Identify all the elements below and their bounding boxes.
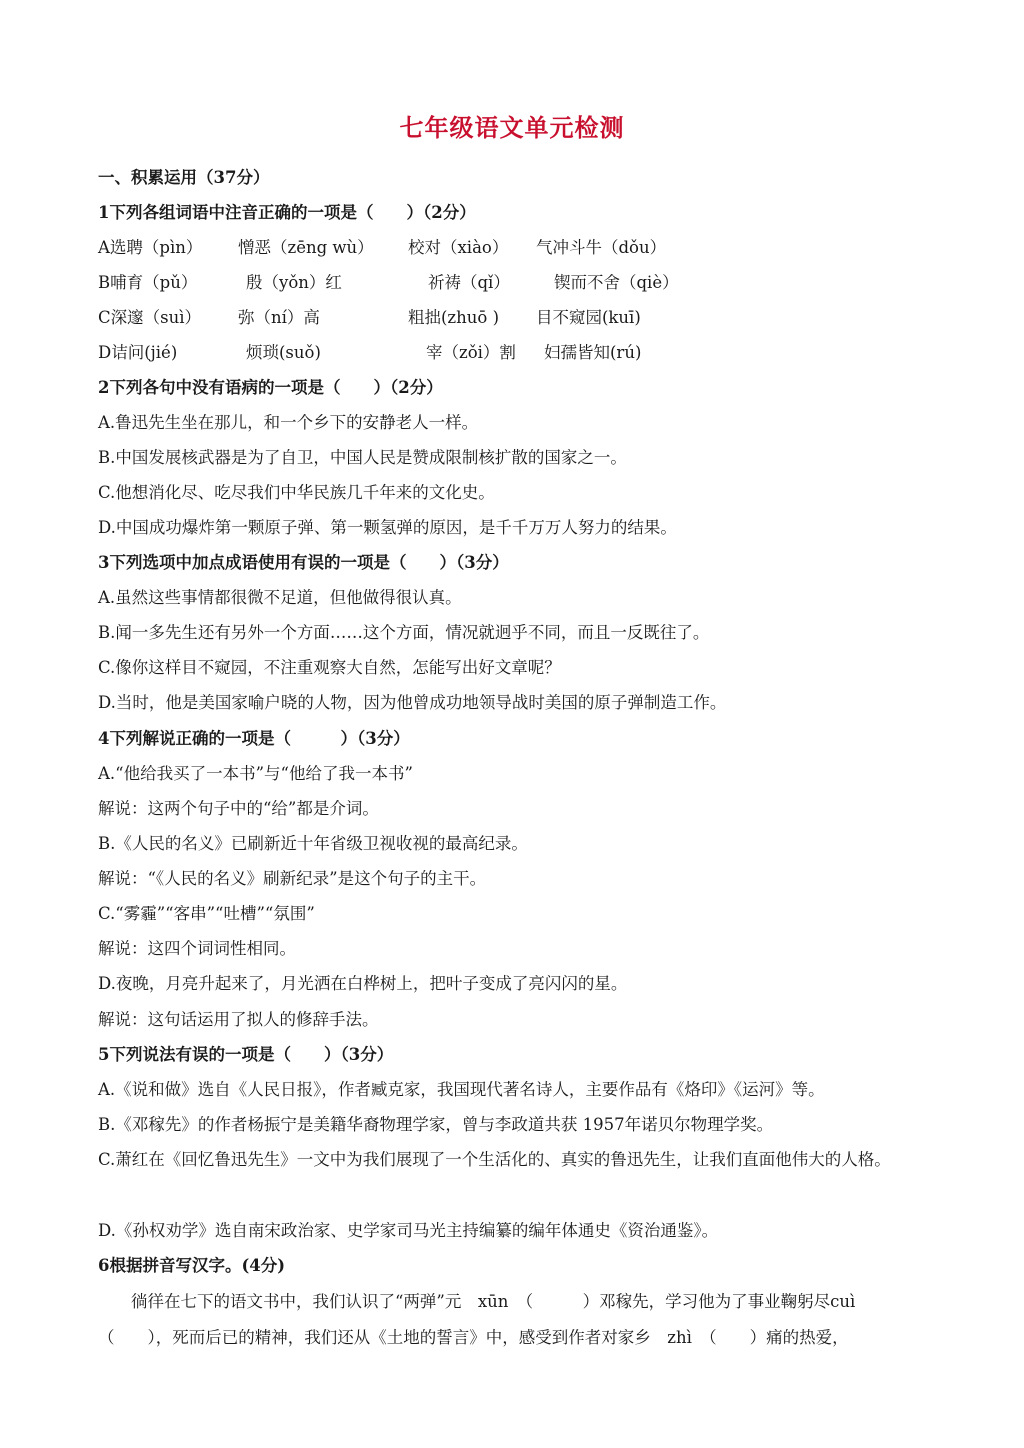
q4-option-d: D.夜晚，月亮升起来了，月光洒在白桦树上，把叶子变成了亮闪闪的星。 [98,974,628,993]
q1-d-word-4: 妇孺皆知(rú) [544,343,642,362]
q6-passage: 徜徉在七下的语文书中，我们认识了“两弹”元 xūn （ ）邓稼先，学习他为了事业鞠躬尽cuì（ ），死而后已的精神，我们还从《土地的誓言》中，感受到作者对家乡 zhì （ ）痛的热爱， [98,1292,856,1347]
q5-option-a: A.《说和做》选自《人民日报》，作者臧克家，我国现代著名诗人，主要作品有《烙印》《运河》等。 [98,1080,825,1099]
q2-option-d: D.中国成功爆炸第一颗原子弹、第一颗氢弹的原因，是千千万万人努力的结果。 [98,518,677,537]
q1-d-word-3: 宰（zǒi）割 [426,343,516,362]
q1-a-word-3: 校对（xiào） [408,238,509,257]
question-2-stem: 2下列各句中没有语病的一项是（ ）（2分） [98,378,443,397]
q1-b-word-4: 锲而不舍（qiè） [554,273,679,292]
q1-b-word-1: B哺育（pǔ） [98,273,198,292]
q4-explanation-c: 解说：这四个词词性相同。 [98,939,296,958]
question-3-stem: 3下列选项中加点成语使用有误的一项是（ ）（3分） [98,553,509,572]
q2-option-a: A.鲁迅先生坐在那儿，和一个乡下的安静老人一样。 [98,413,479,432]
question-1-stem: 1下列各组词语中注音正确的一项是（ ）（2分） [98,203,476,222]
question-4-stem: 4下列解说正确的一项是（ ）（3分） [98,729,410,748]
q3-option-a: A.虽然这些事情都很微不足道，但他做得很认真。 [98,588,462,607]
question-6-stem: 6根据拼音写汉字。(4分) [98,1256,286,1275]
q1-d-word-2: 烦琐(suǒ) [246,343,321,362]
q1-d-word-1: D诘问(jié) [98,343,178,362]
q3-option-b: B.闻一多先生还有另外一个方面……这个方面，情况就迥乎不同，而且一反既往了。 [98,623,710,642]
q1-c-word-2: 弥（ní）高 [238,308,320,327]
q1-b-word-2: 殷（yǒn）红 [246,273,342,292]
q2-option-c: C.他想消化尽、吃尽我们中华民族几千年来的文化史。 [98,483,495,502]
section-heading: 一、积累运用（37分） [98,168,270,187]
q1-c-word-4: 目不窥园(kuī) [536,308,641,327]
q2-option-b: B.中国发展核武器是为了自卫，中国人民是赞成限制核扩散的国家之一。 [98,448,627,467]
question-5-stem: 5下列说法有误的一项是（ ）（3分） [98,1045,394,1064]
page-title: 七年级语文单元检测 [399,113,625,142]
q1-c-word-1: C深邃（suì） [98,308,201,327]
q4-explanation-a: 解说：这两个句子中的“给”都是介词。 [98,799,379,818]
q1-a-word-4: 气冲斗牛（dǒu） [536,238,667,257]
q4-explanation-d: 解说：这句话运用了拟人的修辞手法。 [98,1010,379,1029]
q1-c-word-3: 粗拙(zhuō ) [408,308,499,327]
q1-b-word-3: 祈祷（qǐ） [428,273,510,292]
q5-option-d: D.《孙权劝学》选自南宋政治家、史学家司马光主持编纂的编年体通史《资治通鉴》。 [98,1221,719,1240]
q4-option-b: B.《人民的名义》已刷新近十年省级卫视收视的最高纪录。 [98,834,528,853]
q4-option-c: C.“雾霾”“客串”“吐槽”“氛围” [98,904,315,923]
q3-option-c: C.像你这样目不窥园，不注重观察大自然，怎能写出好文章呢？ [98,658,561,677]
q1-a-word-2: 憎恶（zēng wù） [238,238,374,257]
q3-option-d: D.当时，他是美国家喻户晓的人物，因为他曾成功地领导战时美国的原子弹制造工作。 [98,693,727,712]
q5-option-b: B.《邓稼先》的作者杨振宁是美籍华裔物理学家，曾与李政道共获 1957年诺贝尔物理学奖。 [98,1115,774,1134]
q1-a-word-1: A选聘（pìn） [98,238,203,257]
q4-option-a: A.“他给我买了一本书”与“他给了我一本书” [98,764,413,783]
q5-option-c: C.萧红在《回忆鲁迅先生》一文中为我们展现了一个生活化的、真实的鲁迅先生，让我们直面他伟大的人格。 [98,1150,891,1169]
q4-explanation-b: 解说：“《人民的名义》刷新纪录”是这个句子的主干。 [98,869,487,888]
